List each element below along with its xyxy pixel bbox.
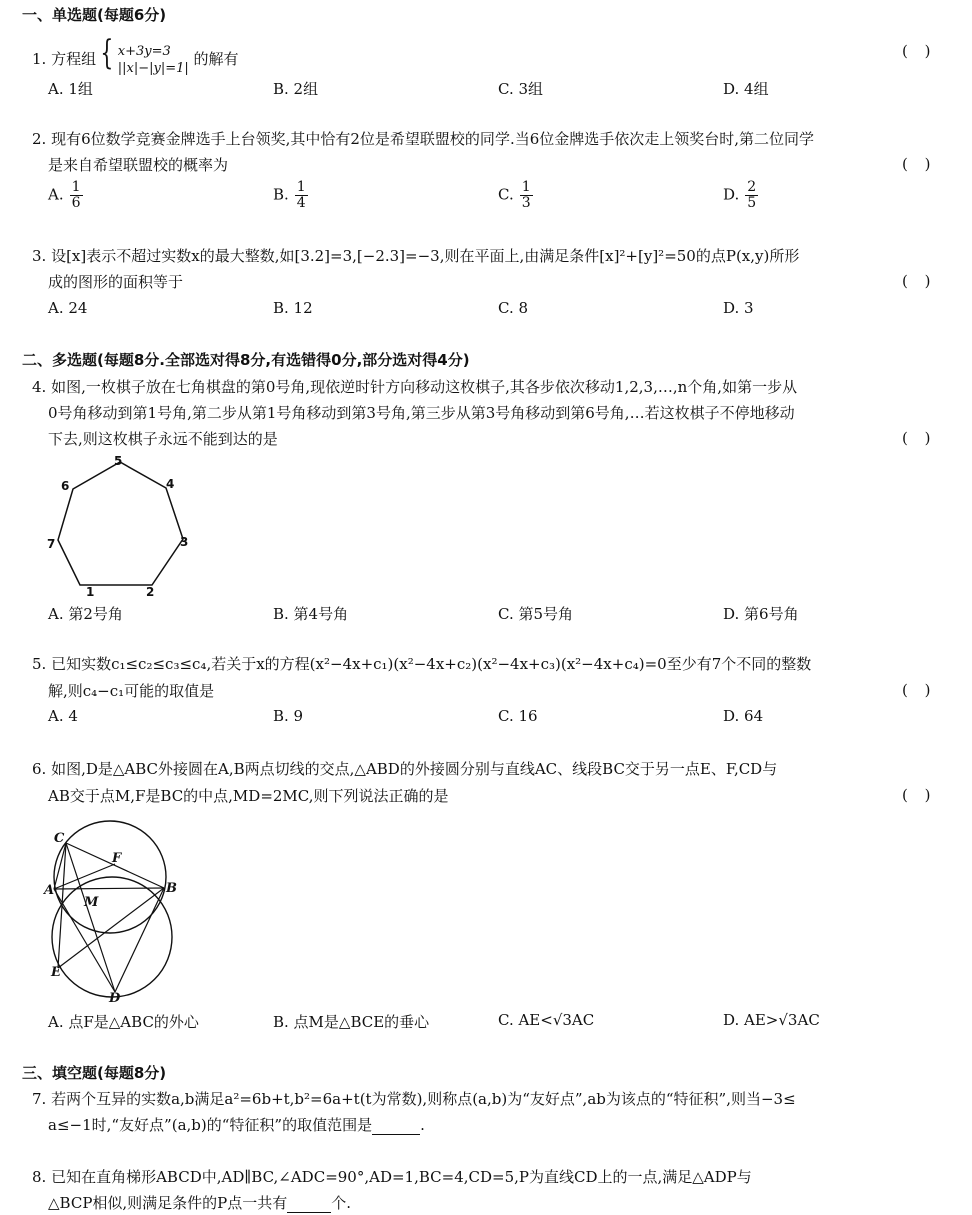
q6-option-a: A. 点F是△ABC的外心 [48, 1013, 199, 1031]
q3-option-d: D. 3 [723, 299, 754, 317]
question-6-line-1: 6. 如图,D是△ABC外接圆在A,B两点切线的交点,△ABD的外接圆分别与直线AC、线段BC交于另一点E、F,CD与 [32, 760, 778, 778]
triangle-lines [54, 843, 164, 992]
question-3-line-1: 3. 设[x]表示不超过实数x的最大整数,如[3.2]=3,[−2.3]=−3,则在平面上,由满足条件[x]²+[y]²=50的点P(x,y)所形 [32, 247, 800, 265]
option-letter: D. [723, 185, 740, 204]
question-8-line-2 [48, 1193, 351, 1213]
q2-option-c [498, 180, 533, 211]
q4-option-a: A. 第2号角 [48, 605, 123, 623]
q3-option-a: A. 24 [48, 299, 88, 317]
answer-blank-8[interactable] [287, 1196, 331, 1213]
question-7-text: a≤−1时,“友好点”(a,b)的“特征积”的取值范围是 [48, 1116, 373, 1134]
q6-option-d: D. AE>√3AC [723, 1011, 820, 1029]
equation-2: ||x|−|y|=1| [117, 61, 189, 76]
question-1-prefix: 1. 方程组 [32, 50, 97, 68]
question-8-text: △BCP相似,则满足条件的P点一共有 [48, 1194, 288, 1212]
denominator: 5 [747, 195, 757, 211]
q3-option-b: B. 12 [273, 299, 313, 317]
brace-symbol: { [100, 33, 114, 73]
point-label-c: C [54, 831, 65, 846]
section-single-choice-heading: 一、单选题(每题6分) [22, 6, 167, 24]
q6-option-c: C. AE<√3AC [498, 1011, 595, 1029]
denominator: 3 [521, 195, 531, 211]
q5-option-a: A. 4 [48, 707, 78, 725]
question-7-line-1: 7. 若两个互异的实数a,b满足a²=6b+t,b²=6a+t(t为常数),则称点(a,b)为“友好点”,ab为该点的“特征积”,则当−3≤ [32, 1090, 796, 1108]
answer-bracket-6: ( ) [902, 786, 937, 804]
option-letter: C. [498, 185, 514, 204]
answer-bracket-1: ( ) [902, 42, 937, 60]
numerator: 1 [521, 179, 531, 195]
question-4-line-2: 0号角移动到第1号角,第二步从第1号角移动到第3号角,第三步从第3号角移动到第6号角,…若这枚棋子不停地移动 [48, 404, 795, 422]
question-4-line-3: 下去,则这枚棋子永远不能到达的是 [48, 430, 278, 448]
answer-blank-7[interactable] [372, 1118, 420, 1135]
fraction [745, 180, 758, 211]
corner-label-7: 7 [47, 537, 56, 551]
question-7-line-2 [48, 1115, 425, 1135]
section-multiple-choice-heading: 二、多选题(每题8分.全部选对得8分,有选错得0分,部分选对得4分) [22, 351, 470, 369]
circle-geometry-figure [40, 820, 190, 1005]
numerator: 1 [71, 179, 81, 195]
question-8-line-1: 8. 已知在直角梯形ABCD中,AD∥BC,∠ADC=90°,AD=1,BC=4,CD=5,P为直线CD上的一点,满足△ADP与 [32, 1168, 752, 1186]
question-2-line-2: 是来自希望联盟校的概率为 [48, 156, 229, 174]
q5-option-b: B. 9 [273, 707, 304, 725]
corner-label-4: 4 [166, 477, 175, 491]
answer-bracket-3: ( ) [902, 272, 937, 290]
q1-option-c: C. 3组 [498, 80, 544, 98]
question-4-line-1: 4. 如图,一枚棋子放在七角棋盘的第0号角,现依逆时针方向移动这枚棋子,其各步依次移动1,2,3,…,n个角,如第一步从 [32, 378, 798, 396]
point-label-f: F [112, 851, 122, 866]
point-label-m: M [84, 895, 99, 910]
q4-option-c: C. 第5号角 [498, 605, 574, 623]
q4-option-b: B. 第4号角 [273, 605, 349, 623]
point-label-d: D [109, 991, 121, 1005]
option-letter: A. [48, 185, 64, 204]
question-1-suffix: 的解有 [193, 50, 239, 68]
option-letter: B. [273, 185, 289, 204]
question-5-line-2: 解,则c₄−c₁可能的取值是 [48, 682, 215, 700]
fraction [520, 180, 533, 211]
q1-option-d: D. 4组 [723, 80, 769, 98]
point-label-a: A [44, 883, 55, 898]
question-6-line-2: AB交于点M,F是BC的中点,MD=2MC,则下列说法正确的是 [48, 787, 449, 805]
point-label-e: E [51, 965, 61, 980]
heptagon-board-figure [40, 450, 200, 600]
q1-option-a: A. 1组 [48, 80, 93, 98]
question-8-end: 个. [331, 1194, 352, 1212]
question-2-line-1: 2. 现有6位数学竞赛金牌选手上台领奖,其中恰有2位是希望联盟校的同学.当6位金牌选手依次走上领奖台时,第二位同学 [32, 130, 815, 148]
question-3-line-2: 成的图形的面积等于 [48, 273, 184, 291]
q6-option-b: B. 点M是△BCE的垂心 [273, 1013, 430, 1031]
answer-bracket-5: ( ) [902, 681, 937, 699]
answer-bracket-2: ( ) [902, 155, 937, 173]
fraction [295, 180, 308, 211]
numerator: 2 [747, 179, 757, 195]
q3-option-c: C. 8 [498, 299, 529, 317]
corner-label-5: 5 [114, 454, 123, 468]
equation-1: x+3y=3 [117, 44, 171, 59]
corner-label-2: 2 [146, 585, 155, 599]
answer-bracket-4: ( ) [902, 429, 937, 447]
heptagon-outline [58, 462, 183, 585]
q5-option-c: C. 16 [498, 707, 538, 725]
q2-option-d [723, 180, 758, 211]
q1-option-b: B. 2组 [273, 80, 319, 98]
denominator: 4 [296, 195, 306, 211]
section-fill-blank-heading: 三、填空题(每题8分) [22, 1064, 167, 1082]
equation-system [118, 43, 189, 77]
question-7-end: . [420, 1116, 425, 1134]
numerator: 1 [296, 179, 306, 195]
corner-label-1: 1 [86, 585, 95, 599]
q2-option-a [48, 180, 83, 211]
question-1-stem [32, 33, 239, 77]
q4-option-d: D. 第6号角 [723, 605, 799, 623]
question-5-line-1: 5. 已知实数c₁≤c₂≤c₃≤c₄,若关于x的方程(x²−4x+c₁)(x²−4x+c₂)(x²−4x+c₃)(x²−4x+c₄)=0至少有7个不同的整数 [32, 655, 812, 673]
point-label-b: B [166, 881, 177, 896]
fraction [70, 180, 83, 211]
q5-option-d: D. 64 [723, 707, 764, 725]
q2-option-b [273, 180, 308, 211]
corner-label-6: 6 [61, 479, 70, 493]
corner-label-3: 3 [180, 535, 189, 549]
denominator: 6 [71, 195, 81, 211]
